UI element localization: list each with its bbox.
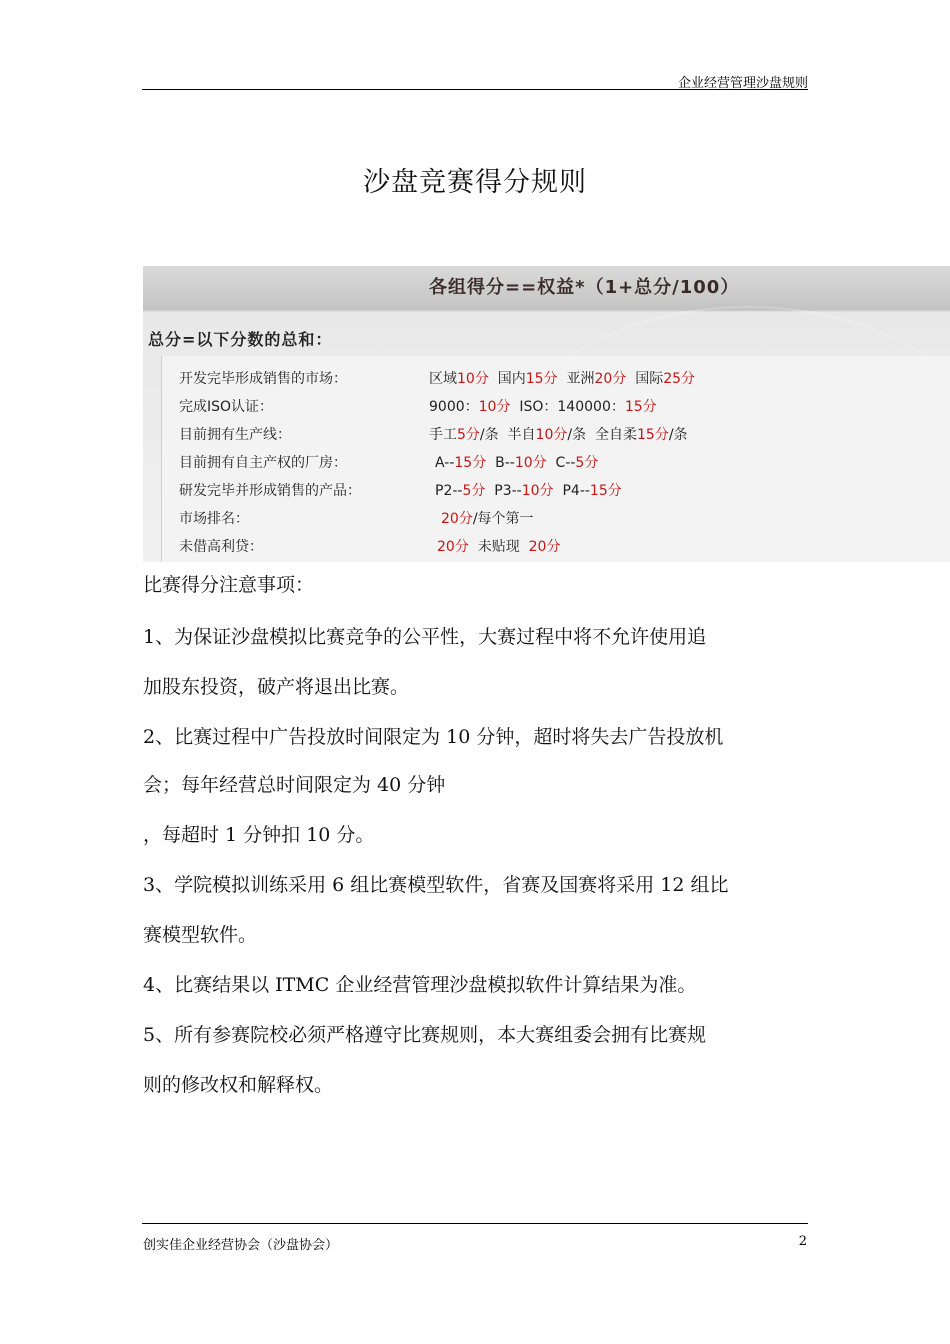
score-points: 10分 [514, 455, 547, 471]
score-row-value [435, 480, 622, 500]
score-points: 5分 [457, 427, 480, 443]
score-item-text: P2-- [435, 483, 463, 499]
score-item-text: 未贴现 [468, 539, 529, 555]
note-line: 1、为保证沙盘模拟比赛竞争的公平性，大赛过程中将不允许使用追 [143, 626, 707, 648]
sum-label: 总分=以下分数的总和： [148, 330, 333, 349]
score-item-text: 亚洲 [557, 371, 595, 387]
score-points: 15分 [525, 371, 558, 387]
score-row-label: 研发完毕并形成销售的产品： [179, 483, 361, 499]
score-item-text: 国际 [626, 371, 664, 387]
score-item-text: /条 [668, 427, 688, 443]
score-points: 5分 [462, 483, 486, 499]
score-row-value [429, 368, 695, 388]
score-item-text: B-- [486, 455, 515, 471]
note-line: 5、所有参赛院校必须严格遵守比赛规则，本大赛组委会拥有比赛规 [143, 1024, 707, 1046]
score-points: 15分 [454, 455, 487, 471]
footer-organization: 创实佳企业经营协会（沙盘协会） [143, 1238, 339, 1253]
page-number: 2 [798, 1234, 807, 1249]
score-row-value [429, 396, 657, 416]
score-rules-image [143, 266, 950, 562]
score-item-text: ISO：140000： [510, 399, 625, 415]
score-item-text: /条 半自 [479, 427, 536, 443]
score-points: 15分 [637, 427, 669, 443]
score-formula: 各组得分==权益*（1+总分/100） [429, 277, 740, 298]
score-row-value [435, 452, 598, 472]
note-line: ，每超时 1 分钟扣 10 分。 [143, 824, 375, 846]
score-item-text: C-- [546, 455, 576, 471]
score-points: 20分 [594, 371, 627, 387]
score-points: 20分 [528, 539, 561, 555]
score-row-label: 目前拥有自主产权的厂房： [179, 455, 347, 471]
note-line: 会；每年经营总时间限定为 40 分钟 [143, 774, 446, 796]
score-row-value [437, 536, 560, 556]
score-row-value [441, 508, 534, 528]
score-points: 10分 [457, 371, 489, 387]
score-row-label: 市场排名： [179, 511, 249, 527]
score-row-label: 开发完毕形成销售的市场： [179, 371, 347, 387]
score-points: 20分 [441, 511, 473, 527]
score-points: 10分 [478, 399, 511, 415]
score-item-text: 9000： [429, 399, 479, 415]
score-item-text: A-- [435, 455, 455, 471]
score-row-label: 目前拥有生产线： [179, 427, 291, 443]
score-item-text: P3-- [485, 483, 522, 499]
note-line: 2、比赛过程中广告投放时间限定为 10 分钟，超时将失去广告投放机 [143, 726, 724, 748]
note-line: 赛模型软件。 [143, 924, 258, 946]
note-line: 加股东投资，破产将退出比赛。 [143, 676, 410, 698]
score-points: 10分 [521, 483, 554, 499]
notes-heading: 比赛得分注意事项： [143, 574, 315, 596]
score-row-value [429, 424, 688, 444]
score-row-label: 未借高利贷： [179, 539, 263, 555]
score-item-text: P4-- [553, 483, 590, 499]
score-points: 15分 [589, 483, 622, 499]
header-divider [142, 89, 808, 90]
footer-divider [142, 1223, 808, 1224]
score-item-text: 国内 [488, 371, 526, 387]
score-item-text: 手工 [429, 427, 457, 443]
page-header-title: 企业经营管理沙盘规则 [677, 76, 808, 91]
document-title: 沙盘竞赛得分规则 [363, 167, 587, 198]
score-item-text: 区域 [429, 371, 457, 387]
score-points: 25分 [663, 371, 696, 387]
note-line: 4、比赛结果以 ITMC 企业经营管理沙盘模拟软件计算结果为准。 [143, 974, 697, 996]
score-points: 5分 [575, 455, 599, 471]
score-item-text: /每个第一 [472, 511, 534, 527]
score-points: 15分 [624, 399, 657, 415]
score-points: 20分 [437, 539, 469, 555]
score-points: 10分 [535, 427, 568, 443]
note-line: 3、学院模拟训练采用 6 组比赛模型软件，省赛及国赛将采用 12 组比 [143, 874, 729, 896]
score-row-label: 完成ISO认证： [179, 399, 274, 415]
note-line: 则的修改权和解释权。 [143, 1074, 334, 1096]
score-item-text: /条 全自柔 [567, 427, 637, 443]
